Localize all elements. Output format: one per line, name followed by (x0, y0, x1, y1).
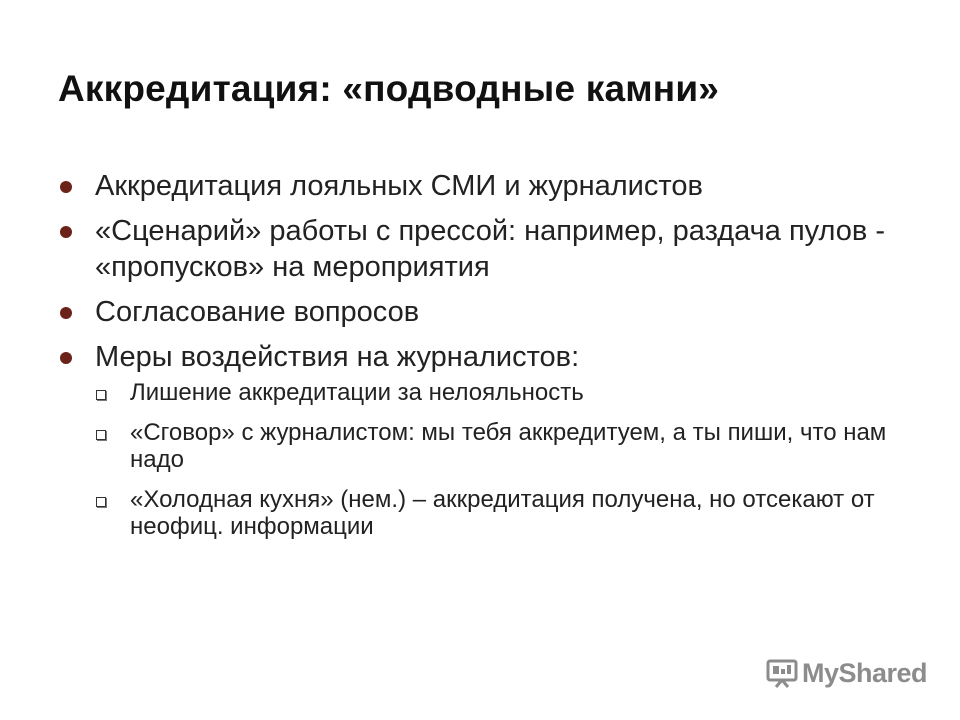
bullet-dot-icon (60, 307, 72, 319)
bullet-item (58, 339, 918, 375)
bullet-text: Согласование вопросов (95, 296, 420, 328)
bullet-dot-icon (60, 226, 72, 238)
sub-bullet-text: Лишение аккредитации за нелояльность (130, 379, 584, 406)
checkbox-bullet-icon (96, 390, 106, 400)
sub-bullet-text: «Холодная кухня» (нем.) – аккредитация получена, но отсекают от неофиц. информации (130, 486, 875, 540)
bullet-text: «Сценарий» работы с прессой: например, раздача пулов - «пропусков» на мероприятия (95, 215, 886, 283)
presentation-screen-icon (766, 658, 798, 688)
bullet-text: Меры воздействия на журналистов: (95, 341, 580, 373)
bullet-item (58, 294, 918, 330)
sub-bullet-text: «Сговор» с журналистом: мы тебя аккредитуем, а ты пиши, что нам надо (130, 419, 887, 473)
checkbox-bullet-icon (96, 430, 106, 440)
sub-bullet-item (58, 486, 918, 540)
slide-title: Аккредитация: «подводные камни» (58, 68, 720, 109)
watermark-text: MyShared (802, 657, 928, 688)
bullet-dot-icon (60, 352, 72, 364)
sub-bullet-item (58, 379, 918, 406)
bullet-item (58, 168, 918, 204)
checkbox-bullet-icon (96, 497, 106, 507)
watermark-logo (766, 656, 927, 690)
sub-bullet-list (58, 379, 918, 540)
sub-bullet-item (58, 419, 918, 473)
bullet-text: Аккредитация лояльных СМИ и журналистов (95, 170, 703, 202)
bullet-list (58, 168, 918, 553)
bullet-dot-icon (60, 181, 72, 193)
bullet-item (58, 213, 918, 285)
